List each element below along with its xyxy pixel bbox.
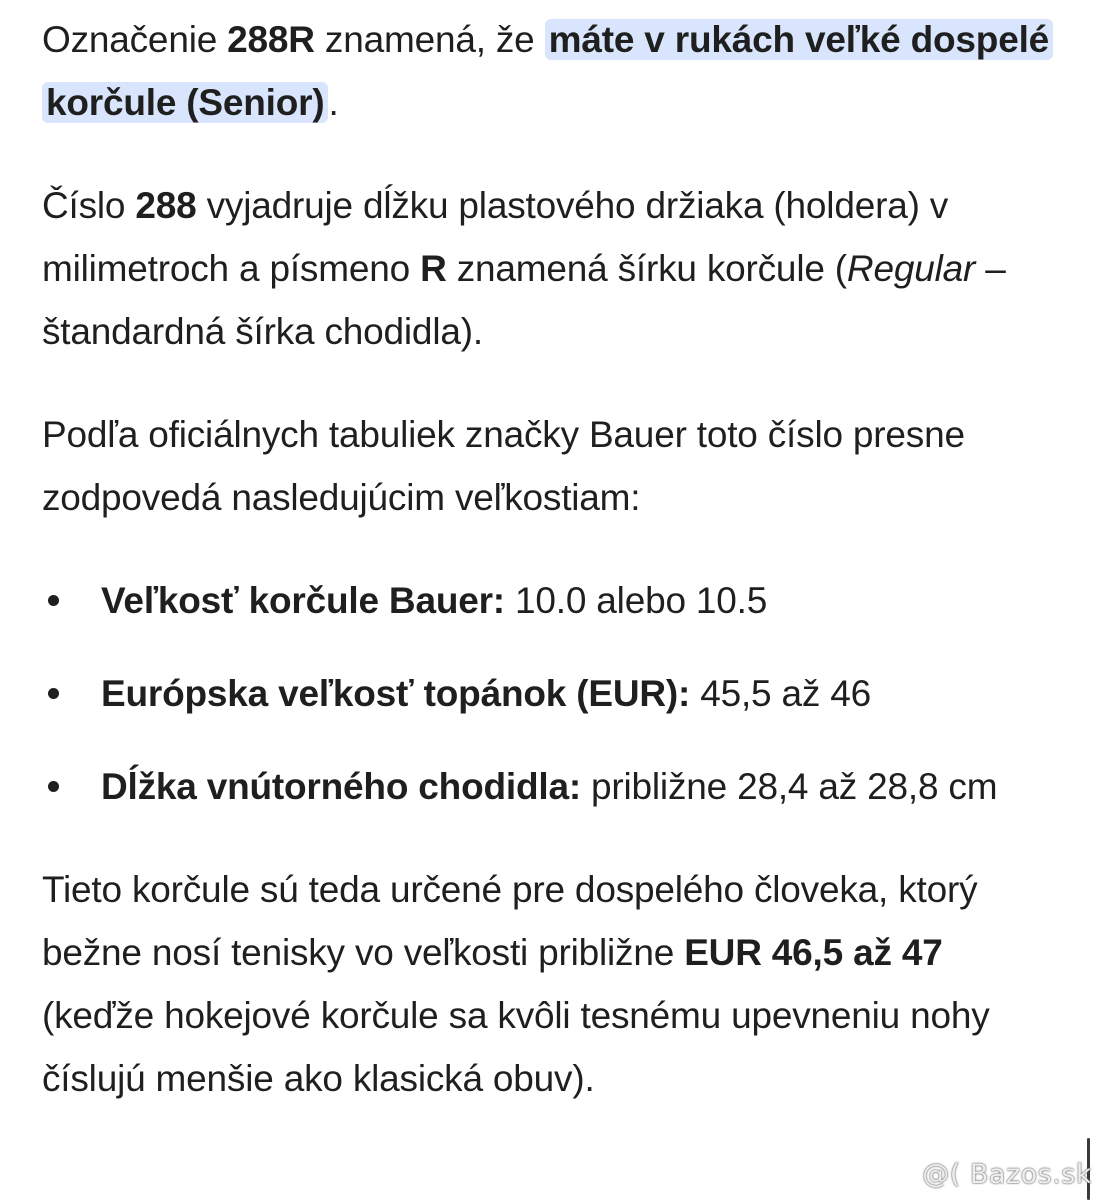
bullet-icon <box>48 781 59 792</box>
list-item-label: Veľkosť korčule Bauer: <box>101 580 505 621</box>
list-item-foot-length <box>42 755 1052 818</box>
conclusion-eur-size: EUR 46,5 až 47 <box>684 932 943 973</box>
conclusion-paragraph <box>42 858 1052 1110</box>
list-item-eur-size <box>42 662 1052 725</box>
intro-text-1: Označenie <box>42 19 228 60</box>
list-item-value: 10.0 alebo 10.5 <box>504 580 768 621</box>
response-content <box>42 8 1052 1150</box>
bazos-watermark: @( Bazos.sk <box>922 1159 1092 1190</box>
list-item-value: 45,5 až 46 <box>690 673 871 714</box>
explanation-text-1: Číslo <box>42 185 136 226</box>
explanation-paragraph <box>42 174 1052 363</box>
bullet-icon <box>48 688 59 699</box>
intro-text-2: znamená, že <box>314 19 545 60</box>
size-list <box>42 569 1052 818</box>
list-item-label: Dĺžka vnútorného chodidla: <box>101 766 581 807</box>
explanation-regular: Regular <box>846 248 976 289</box>
tables-paragraph: Podľa oficiálnych tabuliek značky Bauer toto číslo presne zodpovedá nasledujúcim veľkostiam: <box>42 414 965 518</box>
intro-paragraph <box>42 8 1052 134</box>
list-item-bauer-size <box>42 569 1052 632</box>
intro-highlight[interactable]: máte v rukách veľké dospelé korčule (Senior) <box>42 19 1053 123</box>
explanation-text-2: vyjadruje dĺžku plastového držiaka (holdera) v milimetroch a písmeno <box>42 185 949 289</box>
intro-code-288r: 288R <box>227 19 315 60</box>
explanation-text-3: znamená šírku korčule ( <box>446 248 847 289</box>
conclusion-text-1: Tieto korčule sú teda určené pre dospelého človeka, ktorý bežne nosí tenisky vo veľkosti približne <box>42 869 978 973</box>
explanation-text-4: – štandardná šírka chodidla). <box>42 248 1006 352</box>
list-item-value: približne 28,4 až 28,8 cm <box>580 766 998 807</box>
conclusion-text-2: (keďže hokejové korčule sa kvôli tesnému upevneniu nohy číslujú menšie ako klasická obuv). <box>42 995 990 1099</box>
intro-text-3: . <box>328 82 339 123</box>
list-item-label: Európska veľkosť topánok (EUR): <box>101 673 691 714</box>
bullet-icon <box>48 595 59 606</box>
explanation-number-288: 288 <box>135 185 197 226</box>
explanation-letter-r: R <box>420 248 447 289</box>
